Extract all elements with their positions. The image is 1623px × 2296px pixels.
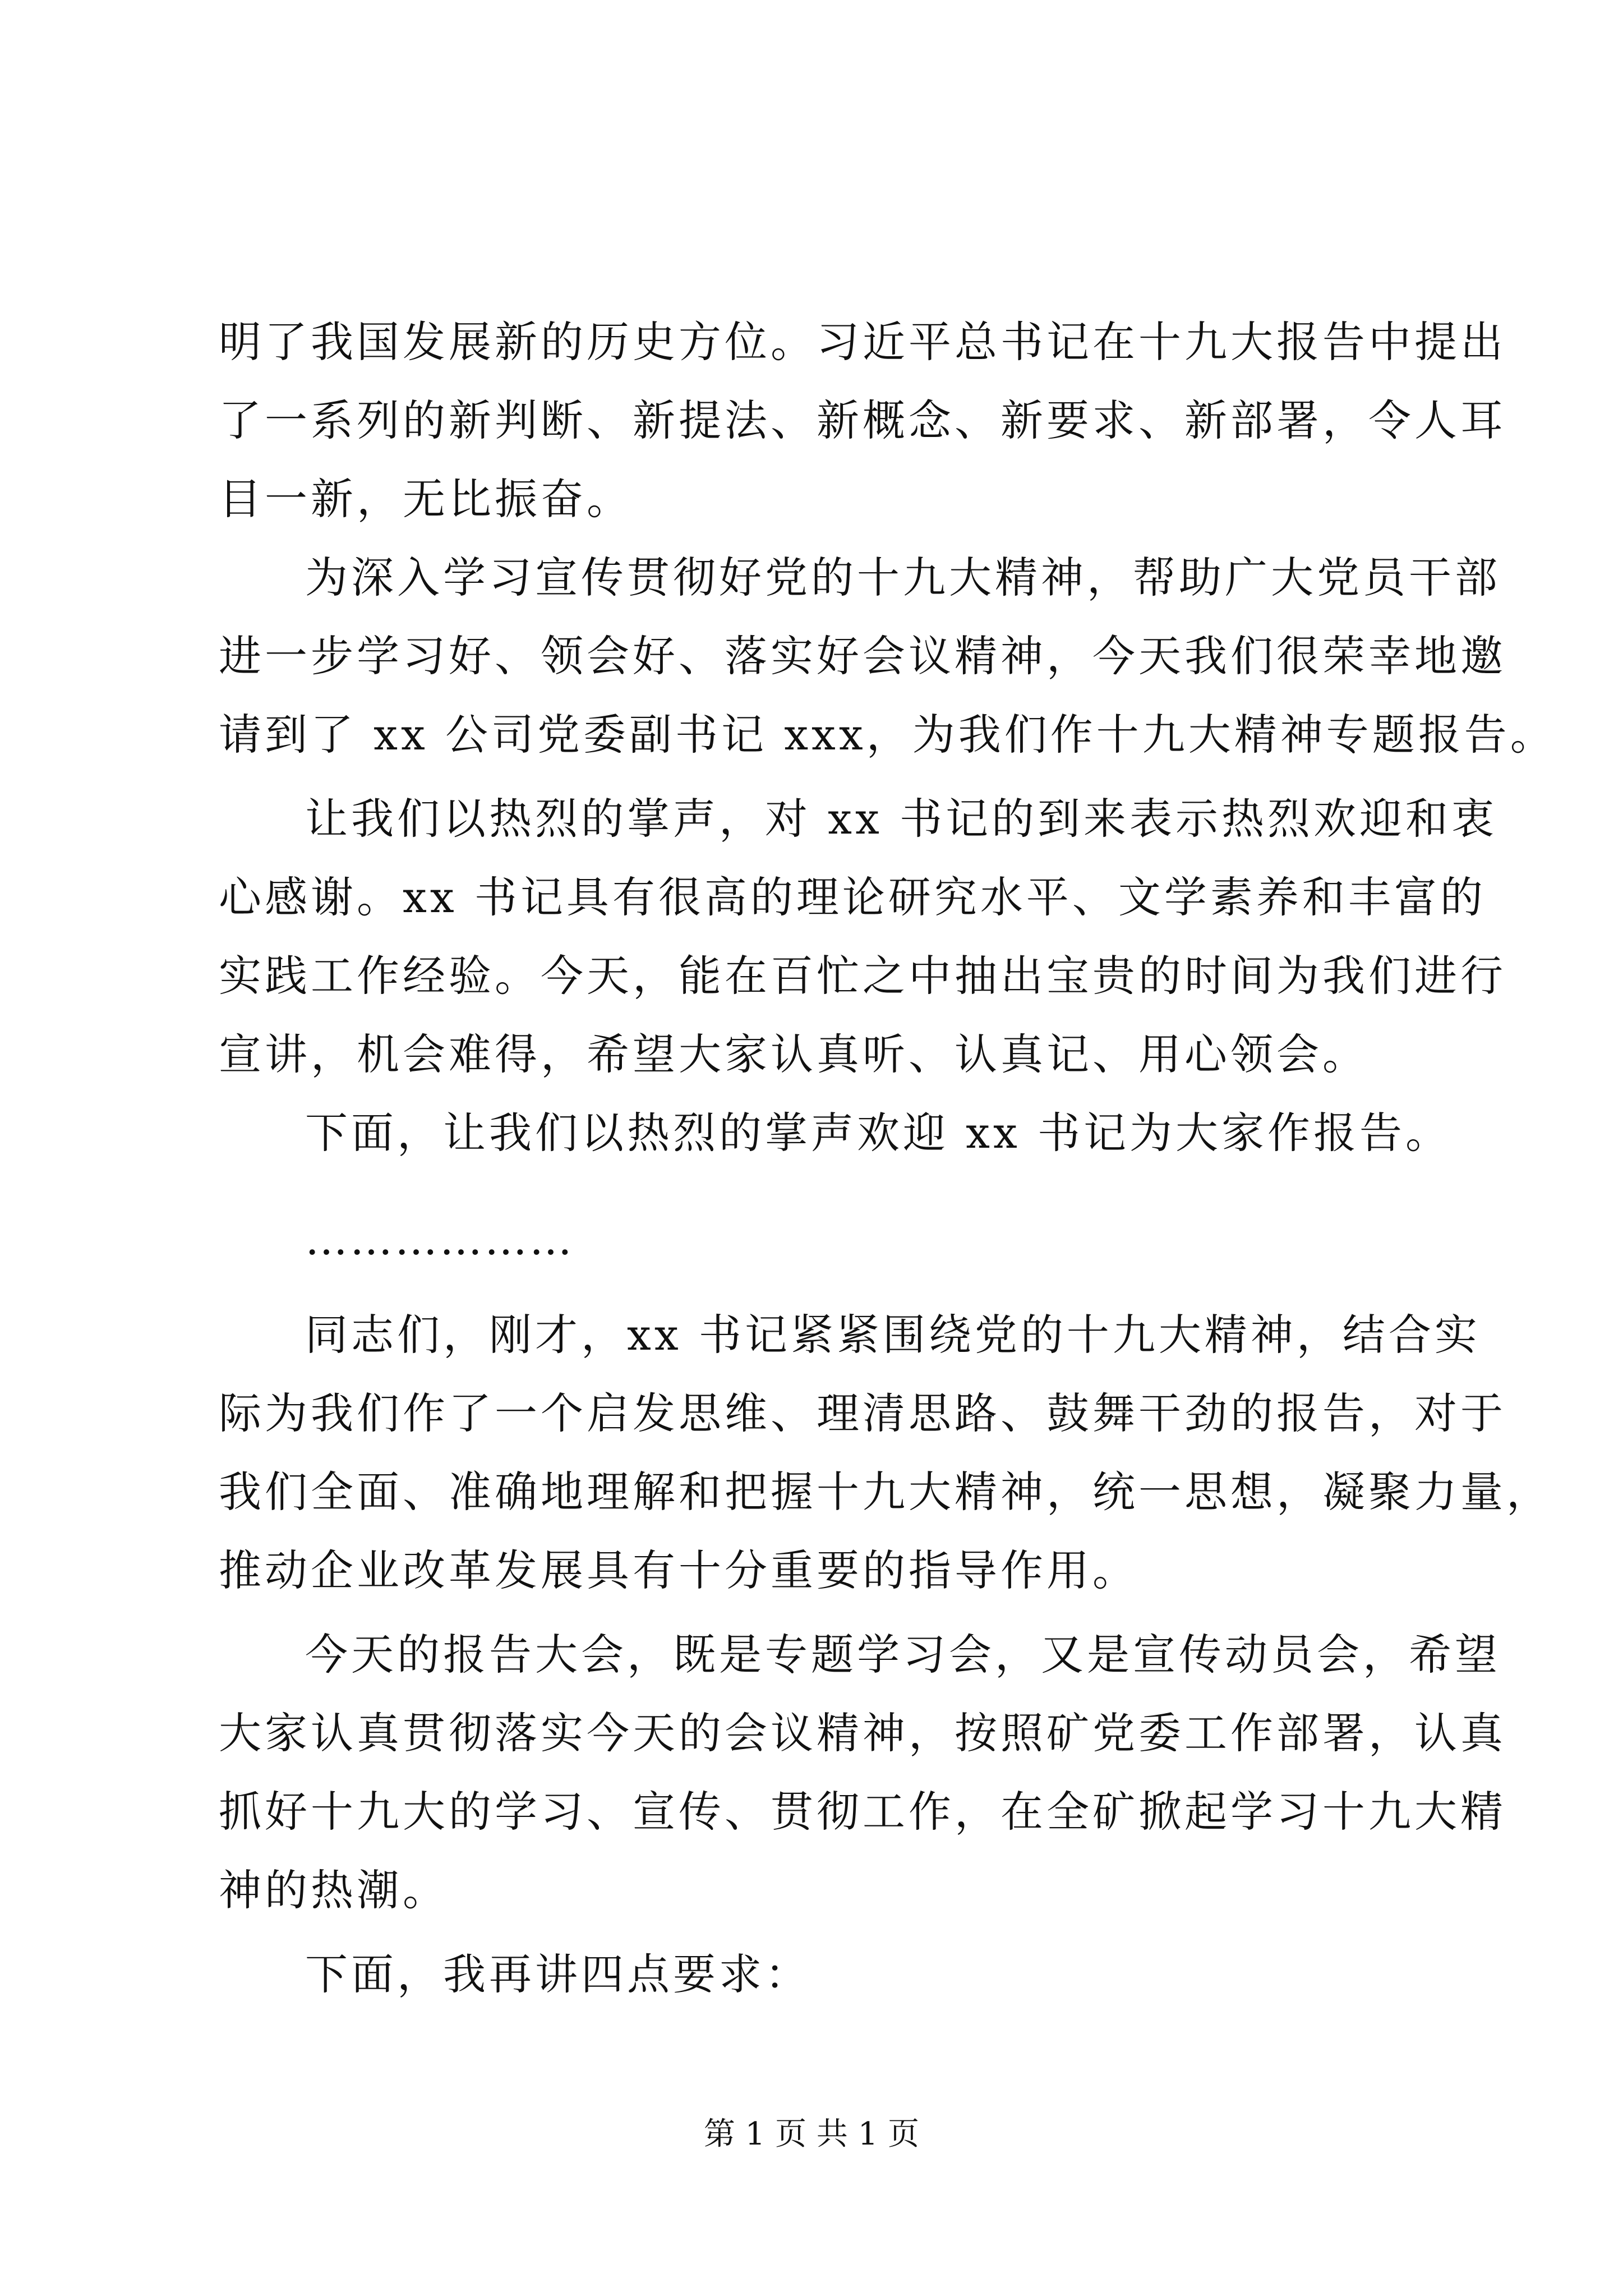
paragraph-1-line-2: 了一系列的新判断、新提法、新概念、新要求、新部署，令人耳 [219, 395, 1506, 445]
paragraph-2-line-3: 请到了 xx 公司党委副书记 xxx，为我们作十九大精神专题报告。 [219, 710, 1556, 760]
paragraph-7-line-1: 下面，我再讲四点要求： [305, 1949, 811, 1999]
paragraph-3-line-1: 让我们以热烈的掌声，对 xx 书记的到来表示热烈欢迎和衷 [305, 794, 1498, 844]
paragraph-5-line-2: 际为我们作了一个启发思维、理清思路、鼓舞干劲的报告，对于 [219, 1388, 1506, 1438]
paragraph-3-line-3: 实践工作经验。今天，能在百忙之中抽出宝贵的时间为我们进行 [219, 951, 1506, 1001]
paragraph-5-line-1: 同志们，刚才，xx 书记紧紧围绕党的十九大精神，结合实 [305, 1310, 1481, 1360]
paragraph-1-line-3: 目一新，无比振奋。 [219, 474, 633, 524]
paragraph-1-line-1: 明了我国发展新的历史方位。习近平总书记在十九大报告中提出 [219, 317, 1506, 367]
paragraph-6-line-3: 抓好十九大的学习、宣传、贯彻工作，在全矿掀起学习十九大精 [219, 1787, 1506, 1837]
paragraph-4-line-1: 下面，让我们以热烈的掌声欢迎 xx 书记为大家作报告。 [305, 1108, 1452, 1158]
paragraph-3-line-4: 宣讲，机会难得，希望大家认真听、认真记、用心领会。 [219, 1029, 1368, 1079]
paragraph-2-line-1: 为深入学习宣传贯彻好党的十九大精神，帮助广大党员干部 [305, 553, 1501, 602]
paragraph-5-line-4: 推动企业改革发展具有十分重要的指导作用。 [219, 1545, 1138, 1595]
paragraph-2-line-2: 进一步学习好、领会好、落实好会议精神，今天我们很荣幸地邀 [219, 631, 1506, 681]
page-footer: 第 1 页 共 1 页 [703, 2116, 920, 2152]
paragraph-6-line-4: 神的热潮。 [219, 1865, 449, 1915]
paragraph-6-line-1: 今天的报告大会，既是专题学习会，又是宣传动员会，希望 [305, 1630, 1501, 1680]
dots-separator: ……………… [305, 1214, 574, 1264]
paragraph-6-line-2: 大家认真贯彻落实今天的会议精神，按照矿党委工作部署，认真 [219, 1708, 1506, 1758]
paragraph-3-line-2: 心感谢。xx 书记具有很高的理论研究水平、文学素养和丰富的 [219, 872, 1486, 922]
paragraph-5-line-3: 我们全面、准确地理解和把握十九大精神，统一思想，凝聚力量， [219, 1467, 1552, 1517]
